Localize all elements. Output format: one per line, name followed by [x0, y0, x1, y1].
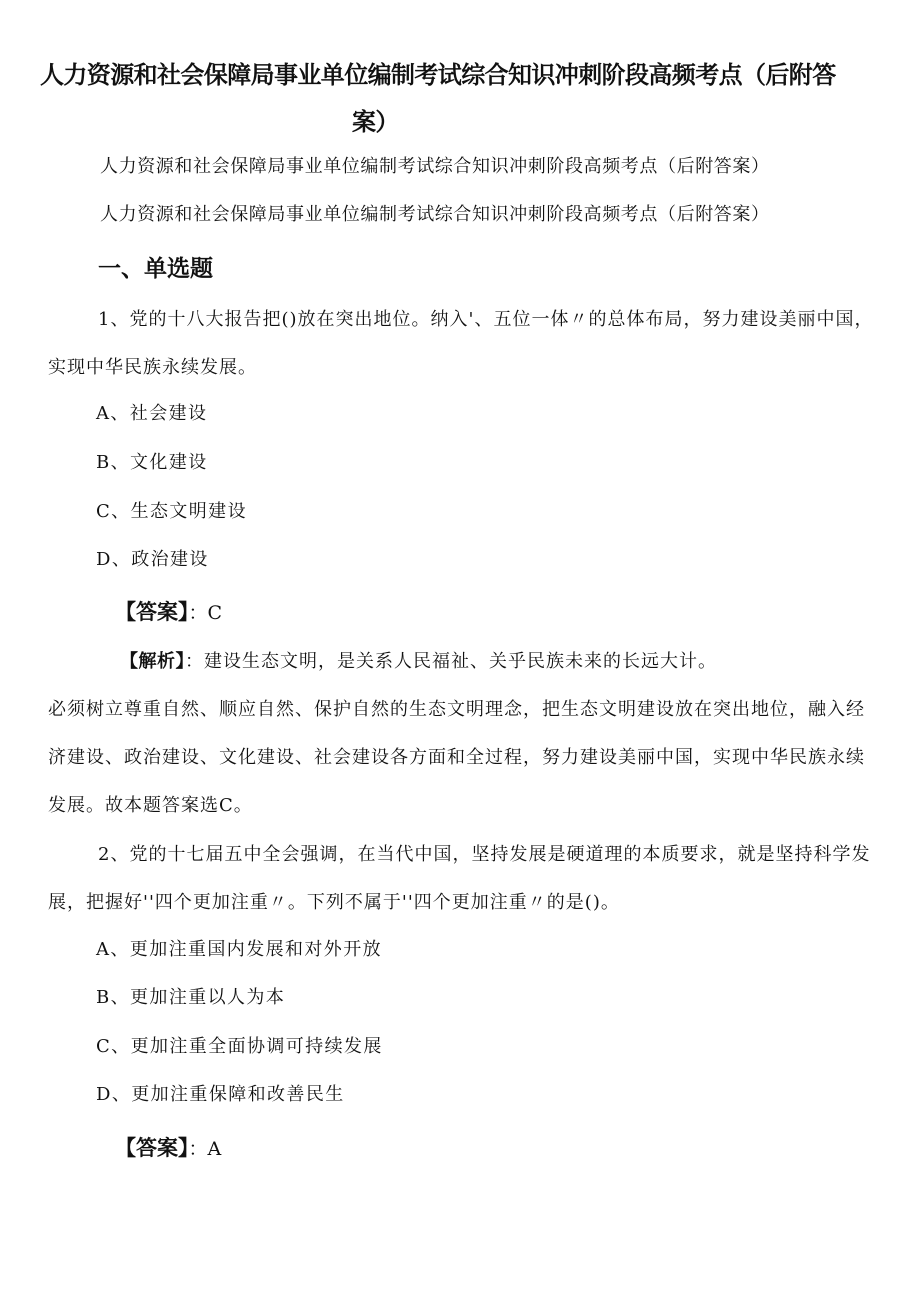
question-1-option-c: C、生态文明建设: [96, 501, 247, 522]
question-1-analysis-first-line: [120, 650, 717, 674]
title-line-1: 人力资源和社会保障局事业单位编制考试综合知识冲刺阶段高频考点（后附答: [40, 61, 836, 89]
analysis-first-text: ：建设生态文明，是关系人民福祉、关乎民族未来的长远大计。: [185, 651, 717, 672]
question-1-answer: [115, 598, 222, 627]
question-1-stem: 1、党的十八大报告把()放在突出地位。纳入'、五位一体〃的总体布局，努力建设美丽中国，实现中华民族永续发展。: [48, 309, 874, 378]
question-2-option-a: A、更加注重国内发展和对外开放: [96, 939, 382, 960]
question-1-option-a: A、社会建设: [96, 403, 208, 424]
question-2-option-d: D、更加注重保障和改善民生: [96, 1084, 345, 1105]
answer-label: 【答案】: [115, 600, 189, 624]
question-1-option-b: B、文化建设: [96, 452, 208, 473]
section-heading: 一、单选题: [98, 256, 213, 282]
answer-value: ：A: [188, 1138, 222, 1160]
question-2-stem: 2、党的十七届五中全会强调，在当代中国，坚持发展是硬道理的本质要求，就是坚持科学发展，把握好''四个更加注重〃。下列不属于''四个更加注重〃的是()。: [48, 844, 871, 913]
question-2-answer: [115, 1134, 221, 1163]
subtitle-1: 人力资源和社会保障局事业单位编制考试综合知识冲刺阶段高频考点（后附答案）: [100, 156, 770, 177]
question-1-option-d: D、政治建设: [96, 549, 209, 570]
subtitle-2: 人力资源和社会保障局事业单位编制考试综合知识冲刺阶段高频考点（后附答案）: [100, 204, 770, 225]
title-line-2: 案）: [352, 108, 399, 136]
question-2-option-c: C、更加注重全面协调可持续发展: [96, 1036, 383, 1057]
question-1-analysis-body: 必须树立尊重自然、顺应自然、保护自然的生态文明理念，把生态文明建设放在突出地位，融入经济建设、政治建设、文化建设、社会建设各方面和全过程，努力建设美丽中国，实现中华民族永续发展。故本题答案选C。: [48, 699, 865, 816]
answer-label: 【答案】: [115, 1136, 189, 1160]
analysis-label: 【解析】: [120, 651, 185, 672]
question-2-option-b: B、更加注重以人为本: [96, 987, 286, 1008]
answer-value: ：C: [188, 602, 223, 624]
document-title: [40, 52, 880, 146]
